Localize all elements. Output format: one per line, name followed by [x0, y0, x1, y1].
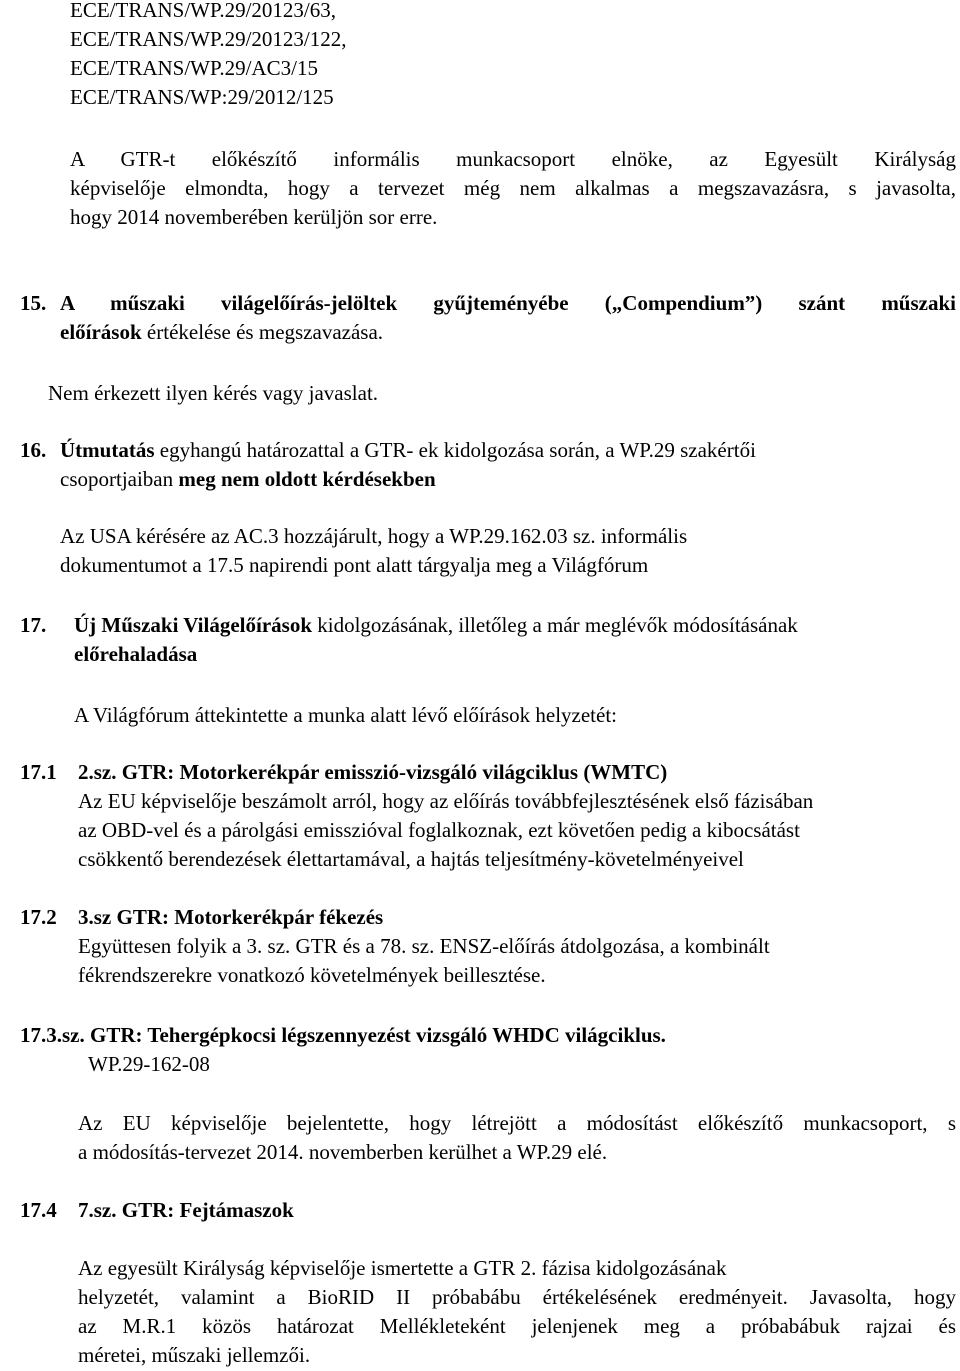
section-title: A műszaki világelőírás-jelöltek gyűjteményébe („Compendium”) szánt műszaki [60, 291, 956, 315]
subsection-body: az M.R.1 közös határozat Mellékleteként jelenjenek meg a próbabábuk rajzai és [78, 1314, 956, 1338]
subsection-body: Az EU képviselője bejelentette, hogy létrejött a módosítást előkészítő munkacsoport, s [78, 1111, 956, 1135]
section-body: dokumentumot a 17.5 napirendi pont alatt tárgyalja meg a Világfórum [60, 553, 649, 577]
section-body: Az USA kérésére az AC.3 hozzájárult, hogy a WP.29.162.03 sz. informális [60, 524, 688, 548]
subsection-body: Az egyesült Királyság képviselője ismertette a GTR 2. fázisa kidolgozásának [78, 1256, 727, 1280]
subsection-body: méretei, műszaki jellemzői. [78, 1343, 311, 1367]
subsection-body: helyzetét, valamint a BioRID II próbabábu értékelésének eredményeit. Javasolta, hogy [78, 1285, 956, 1309]
intro-line: hogy 2014 novemberében kerüljön sor erre. [70, 205, 438, 229]
section-number: 17. [20, 613, 47, 637]
subsection-title: 7.sz. GTR: Fejtámaszok [78, 1198, 294, 1222]
subsection-body: fékrendszerekre vonatkozó követelmények beillesztése. [78, 963, 546, 987]
document-reference: ECE/TRANS/WP.29/20123/122, [70, 27, 347, 51]
document-reference: ECE/TRANS/WP.29/20123/63, [70, 0, 337, 22]
subsection-reference: WP.29-162-08 [88, 1052, 210, 1076]
section-number: 16. [20, 438, 47, 462]
section-title: Új Műszaki Világelőírások kidolgozásának, illetőleg a már meglévők módosításának [74, 613, 798, 637]
subsection-title: 3.sz GTR: Motorkerékpár fékezés [78, 905, 384, 929]
section-title-continued: előírások értékelése és megszavazása. [60, 320, 384, 344]
subsection-body: a módosítás-tervezet 2014. novemberben kerülhet a WP.29 elé. [78, 1140, 608, 1164]
subsection-number: 17.2 [20, 905, 57, 929]
subsection-title: 17.3.sz. GTR: Tehergépkocsi légszennyezést vizsgáló WHDC világciklus. [20, 1023, 666, 1047]
section-title: Útmutatás egyhangú határozattal a GTR- ek kidolgozása során, a WP.29 szakértői [60, 438, 756, 462]
subsection-body: az OBD-vel és a párolgási emisszióval foglalkoznak, ezt követően pedig a kibocsátást [78, 818, 800, 842]
subsection-title: 2.sz. GTR: Motorkerékpár emisszió-vizsgáló világciklus (WMTC) [78, 760, 668, 784]
section-body: Nem érkezett ilyen kérés vagy javaslat. [48, 381, 379, 405]
document-reference: ECE/TRANS/WP.29/AC3/15 [70, 56, 318, 80]
section-title-continued: előrehaladása [74, 642, 198, 666]
section-title-continued: csoportjaiban meg nem oldott kérdésekben [60, 467, 436, 491]
subsection-body: Az EU képviselője beszámolt arról, hogy az előírás továbbfejlesztésének első fázisában [78, 789, 814, 813]
section-body: A Világfórum áttekintette a munka alatt lévő előírások helyzetét: [74, 703, 618, 727]
subsection-body: Együttesen folyik a 3. sz. GTR és a 78. sz. ENSZ-előírás átdolgozása, a kombinált [78, 934, 770, 958]
document-reference: ECE/TRANS/WP:29/2012/125 [70, 85, 334, 109]
section-number: 15. [20, 291, 47, 315]
intro-line: A GTR-t előkészítő informális munkacsoport elnöke, az Egyesült Királyság [70, 147, 956, 171]
subsection-body: csökkentő berendezések élettartamával, a hajtás teljesítmény-követelményeivel [78, 847, 744, 871]
subsection-number: 17.1 [20, 760, 57, 784]
subsection-number: 17.4 [20, 1198, 57, 1222]
intro-line: képviselője elmondta, hogy a tervezet még nem alkalmas a megszavazásra, s javasolta, [70, 176, 956, 200]
